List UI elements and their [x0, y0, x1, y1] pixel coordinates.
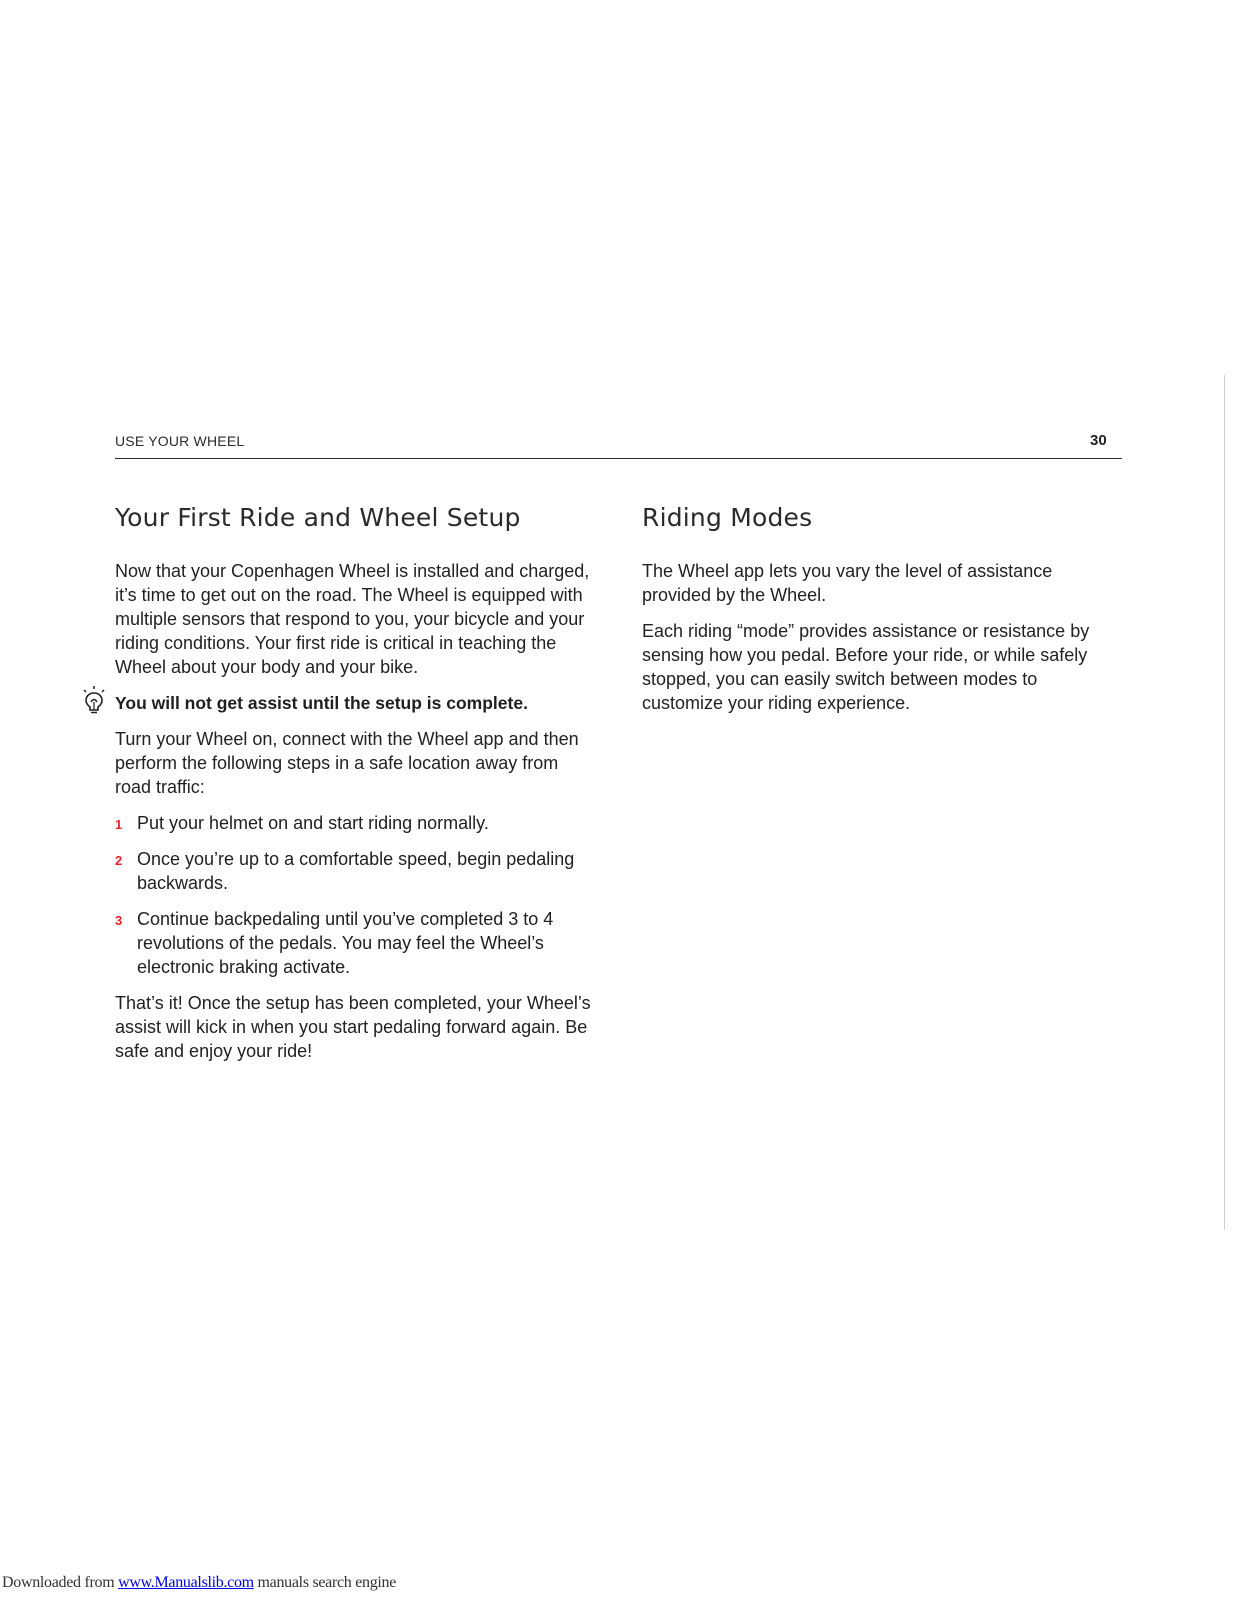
setup-steps-list [115, 811, 595, 979]
list-item [115, 907, 595, 979]
section-title-first-ride: Your First Ride and Wheel Setup [115, 503, 521, 532]
note-text: You will not get assist until the setup is complete. [115, 693, 528, 713]
riding-modes-paragraph-2: Each riding “mode” provides assistance or resistance by sensing how you pedal. Before your ride, or while safely stopped, you can easily switch between modes to customize your riding experience. [642, 621, 1090, 713]
step-text: Continue backpedaling until you’ve completed 3 to 4 revolutions of the pedals. You may feel the Wheel’s electronic braking activate. [137, 909, 554, 977]
step-text: Once you’re up to a comfortable speed, begin pedaling backwards. [137, 849, 575, 893]
list-item [115, 811, 595, 835]
setup-note [115, 691, 595, 715]
left-column [115, 500, 595, 1075]
closing-paragraph: That’s it! Once the setup has been completed, your Wheel’s assist will kick in when you start pedaling forward again. Be safe and enjoy your ride! [115, 993, 591, 1061]
footer-prefix: Downloaded from [2, 1574, 119, 1591]
step-number: 3 [115, 913, 123, 928]
intro-paragraph: Now that your Copenhagen Wheel is installed and charged, it’s time to get out on the road. The Wheel is equipped with multiple sensors that respond to you, your bicycle and your riding conditions. Your first ride is critical in teaching the Wheel about your body and your bike. [115, 561, 590, 677]
section-title-riding-modes: Riding Modes [642, 503, 813, 532]
step-number: 1 [115, 817, 123, 832]
manualslib-link[interactable]: www.Manualslib.com [118, 1574, 254, 1591]
right-column [642, 500, 1112, 727]
header-divider [115, 458, 1122, 459]
step-text: Put your helmet on and start riding normally. [137, 813, 489, 833]
lightbulb-icon [81, 685, 107, 715]
page-edge-rule [1224, 375, 1225, 1230]
step-number: 2 [115, 853, 123, 868]
instructions-paragraph: Turn your Wheel on, connect with the Wheel app and then perform the following steps in a safe location away from road traffic: [115, 729, 579, 797]
list-item [115, 847, 595, 895]
page-number: 30 [1090, 432, 1107, 449]
section-header: USE YOUR WHEEL [115, 433, 245, 449]
footer-suffix: manuals search engine [253, 1574, 397, 1591]
riding-modes-paragraph-1: The Wheel app lets you vary the level of assistance provided by the Wheel. [642, 561, 1053, 605]
download-footer [2, 1574, 396, 1592]
